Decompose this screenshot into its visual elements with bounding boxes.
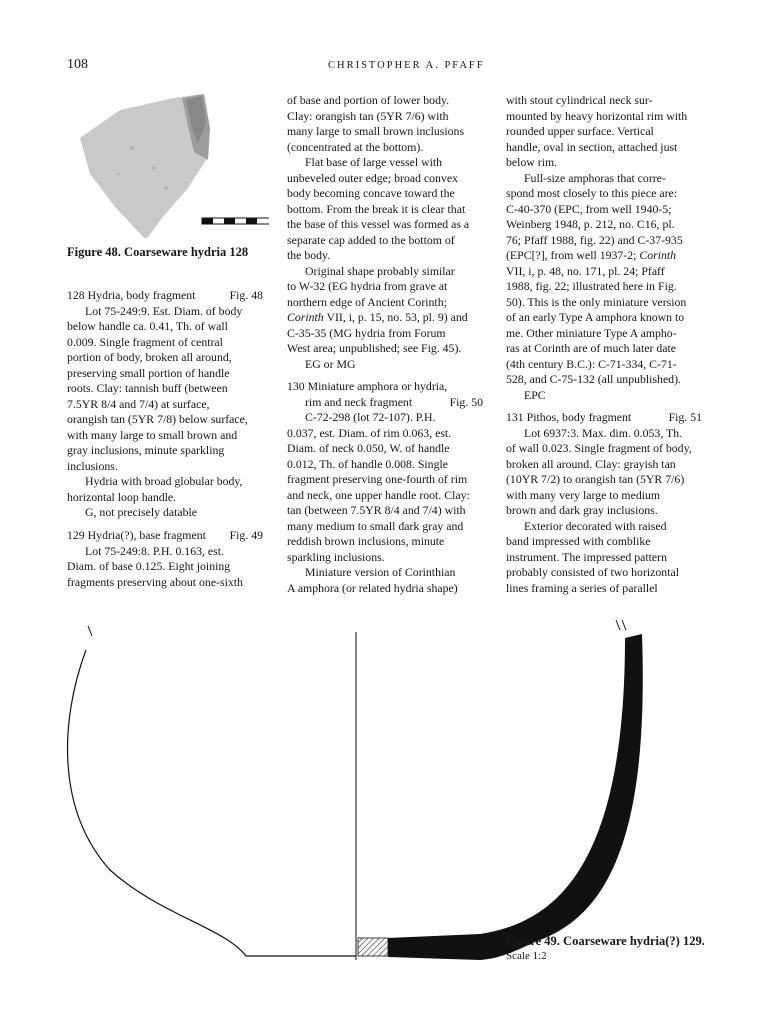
text-line: reddish brown inclusions, minute xyxy=(287,534,445,548)
text-line: and neck, one upper handle root. Clay: xyxy=(287,487,470,502)
text-line: Corinth VII, i, p. 15, no. 53, pl. 9) and xyxy=(287,310,468,324)
text-line: fragments preserving about one-sixth xyxy=(67,574,243,589)
text-line: fragment preserving one-fourth of rim xyxy=(287,472,468,486)
text-line: Lot 75-249:8. P.H. 0.163, est. xyxy=(85,543,224,558)
entry-number: 128 xyxy=(67,288,85,302)
text-line: the base of this vessel was formed as a xyxy=(287,217,470,231)
text-line: many large to small brown inclusions xyxy=(287,124,465,138)
entry-heading-130 xyxy=(287,379,447,395)
entry-heading-130-cont xyxy=(287,395,483,411)
text-line: northern edge of Ancient Corinth; xyxy=(287,294,447,309)
text-line: brown and dark gray inclusions. xyxy=(506,503,658,517)
entry-title: Miniature amphora or hydria, xyxy=(307,379,448,393)
text-line: Hydria with broad globular body, xyxy=(85,474,243,488)
page-number: 108 xyxy=(67,57,88,72)
left-break-mark xyxy=(88,626,92,636)
text-line: broken all around. Clay: grayish tan xyxy=(506,456,676,471)
text-line: rounded upper surface. Vertical xyxy=(506,124,654,138)
text-line: Weinberg 1948, p. 212, no. C16, pl. xyxy=(506,217,675,231)
right-break-mark-2 xyxy=(622,620,626,630)
text-line: Original shape probably similar xyxy=(305,263,455,278)
figure-ref: Fig. 50 xyxy=(449,394,483,409)
text-line: Diam. of base 0.125. Eight joining xyxy=(67,559,231,573)
text-line: probably consisted of two horizontal xyxy=(506,565,679,579)
text-line: many medium to small dark gray and xyxy=(287,518,464,533)
text-line: with stout cylindrical neck sur- xyxy=(506,93,653,107)
figure-48-photo xyxy=(62,88,269,238)
text-line: handle, oval in section, attached just xyxy=(506,139,678,154)
text-line: (4th century B.C.): C-71-334, C-71- xyxy=(506,356,677,371)
text-line: body becoming concave toward the xyxy=(287,186,455,200)
text-line: C-40-370 (EPC, from well 1940-5; xyxy=(506,201,672,216)
text-line: lines framing a series of parallel xyxy=(506,580,658,595)
right-break-mark xyxy=(616,620,620,630)
text-line: 528, and C-75-132 (all unpublished). xyxy=(506,372,681,386)
text-line: 0.012, Th. of handle 0.008. Single xyxy=(287,456,448,471)
text-line: Clay: orangish tan (5YR 7/6) with xyxy=(287,108,449,123)
entry-heading-128 xyxy=(67,288,263,304)
text-line: bottom. From the break it is clear that xyxy=(287,201,466,216)
text-line: Diam. of neck 0.050, W. of handle xyxy=(287,441,450,455)
text-line: C-72-298 (lot 72-107). P.H. xyxy=(305,410,436,424)
left-profile-outline xyxy=(68,650,356,956)
text-line: preserving small portion of handle xyxy=(67,365,230,380)
text-line: with many large to small brown and xyxy=(67,427,238,442)
text-line: with many very large to medium xyxy=(506,487,661,502)
text-line: instrument. The impressed pattern xyxy=(506,549,667,564)
text-line: the body. xyxy=(287,248,331,262)
text-line: (EPC[?], from well 1937-2; Corinth xyxy=(506,248,677,262)
figure-49-profile-drawing xyxy=(0,610,770,980)
text-line: 0.037, est. Diam. of rim 0.063, est. xyxy=(287,425,452,440)
figure-48-caption: Figure 48. Coarseware hydria 128 xyxy=(67,245,249,259)
text-line: of wall 0.023. Single fragment of body, xyxy=(506,441,692,455)
text-line: spond most closely to this piece are: xyxy=(506,186,678,200)
text-line: (10YR 7/2) to orangish tan (5YR 7/6) xyxy=(506,472,685,486)
figure-49-scale: Scale 1:2 xyxy=(506,950,547,962)
text-line: G, not precisely datable xyxy=(85,505,198,519)
entry-number: 129 xyxy=(67,528,85,542)
text-line: orangish tan (5YR 7/8) below surface, xyxy=(67,412,248,426)
figure-ref: Fig. 49 xyxy=(229,528,263,542)
text-line: 1988, fig. 22; illustrated here in Fig. xyxy=(506,279,677,293)
entry-title: Pithos, body fragment xyxy=(526,410,632,424)
text-line: below rim. xyxy=(506,155,558,169)
scale-bar xyxy=(202,218,269,224)
text-line: Exterior decorated with raised xyxy=(524,518,667,533)
text-line: tan (between 7.5YR 8/4 and 7/4) with xyxy=(287,503,466,517)
running-head: CHRISTOPHER A. PFAFF xyxy=(328,60,485,71)
text-line: Lot 75-249:9. Est. Diam. of body xyxy=(85,303,243,318)
entry-heading-129 xyxy=(67,528,263,544)
text-line: Flat base of large vessel with xyxy=(305,155,443,169)
text-line: 7.5YR 8/4 and 7/4) at surface, xyxy=(67,396,210,411)
text-line: EG or MG xyxy=(305,356,356,371)
text-line: band impressed with comblike xyxy=(506,534,651,548)
text-line: C-35-35 (MG hydria from Forum xyxy=(287,325,446,340)
entry-number: 131 xyxy=(506,410,524,424)
text-line: VII, i, p. 48, no. 171, pl. 24; Pfaff xyxy=(506,263,665,278)
entry-title: Hydria, body fragment xyxy=(87,288,196,302)
text-line: portion of body, broken all around, xyxy=(67,350,232,364)
text-line: to W-32 (EG hydria from grave at xyxy=(287,279,448,293)
text-line: Lot 6937:3. Max. dim. 0.053, Th. xyxy=(524,425,683,440)
text-line: horizontal loop handle. xyxy=(67,489,177,504)
text-line: (concentrated at the bottom). xyxy=(287,139,424,154)
text-line: Full-size amphoras that corre- xyxy=(524,170,666,185)
text-line: mounted by heavy horizontal rim with xyxy=(506,108,688,123)
entry-heading-131 xyxy=(506,410,702,426)
text-line: sparkling inclusions. xyxy=(287,549,385,564)
text-line: EPC xyxy=(524,387,546,402)
entry-title-cont: rim and neck fragment xyxy=(305,394,413,409)
text-line: unbeveled outer edge; broad convex xyxy=(287,170,458,185)
wall-section-profile xyxy=(388,634,643,960)
text-line: gray inclusions, minute sparkling xyxy=(67,443,225,457)
text-line: of an early Type A amphora known to xyxy=(506,310,685,324)
text-line: separate cap added to the bottom of xyxy=(287,232,455,247)
text-line: below handle ca. 0.41, Th. of wall xyxy=(67,319,228,333)
entry-number: 130 xyxy=(287,379,305,393)
text-line: West area; unpublished; see Fig. 45). xyxy=(287,341,462,355)
figure-ref: Fig. 48 xyxy=(229,288,263,302)
base-hatched-section xyxy=(358,938,388,956)
text-line: A amphora (or related hydria shape) xyxy=(287,580,458,595)
figure-ref: Fig. 51 xyxy=(668,410,702,424)
figure-49-caption: Figure 49. Coarseware hydria(?) 129. xyxy=(506,934,705,948)
text-line: ras at Corinth are of much later date xyxy=(506,341,677,355)
text-line: inclusions. xyxy=(67,458,118,473)
text-line: roots. Clay: tannish buff (between xyxy=(67,381,228,395)
text-line: Miniature version of Corinthian xyxy=(305,565,456,579)
text-line: me. Other miniature Type A amphо- xyxy=(506,325,677,340)
text-line: 50). This is the only miniature version xyxy=(506,294,687,309)
text-line: of base and portion of lower body. xyxy=(287,93,450,107)
entry-title: Hydria(?), base fragment xyxy=(87,528,206,542)
text-line: 76; Pfaff 1988, fig. 22) and C-37-935 xyxy=(506,232,683,247)
text-line: 0.009. Single fragment of central xyxy=(67,334,223,349)
